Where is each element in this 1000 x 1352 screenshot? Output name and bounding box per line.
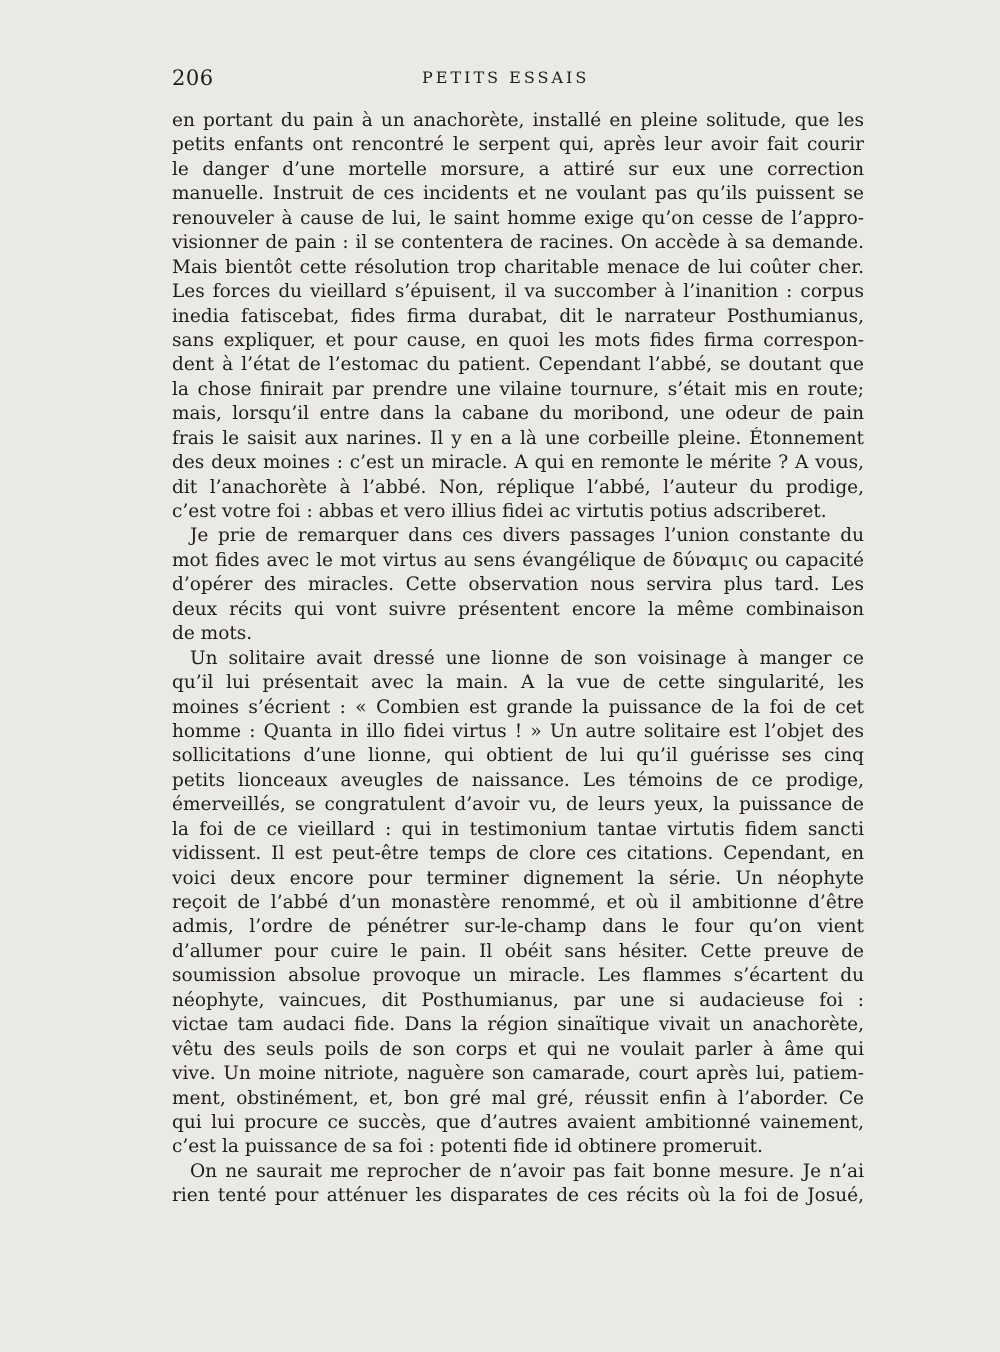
text-line: mais, lorsqu’il entre dans la cabane du moribond, une odeur de pain xyxy=(172,403,864,425)
text-line: homme : Quanta in illo fidei virtus ! » Un autre solitaire est l’objet des xyxy=(172,720,864,742)
text-line: petits enfants ont rencontré le serpent qui, après leur avoir fait courir xyxy=(172,134,864,156)
text-line: émerveillés, se congratulent d’avoir vu, de leurs yeux, la puissance de xyxy=(172,794,864,816)
text-line: deux récits qui vont suivre présentent encore la même combinaison xyxy=(172,598,864,620)
text-line: Je prie de remarquer dans ces divers passages l’union constante du xyxy=(190,525,864,547)
text-line: sans expliquer, et pour cause, en quoi les mots fides firma correspon- xyxy=(172,329,864,351)
text-line: manuelle. Instruit de ces incidents et ne voulant pas qu’ils puissent se xyxy=(172,183,864,205)
text-line: la foi de ce vieillard : qui in testimonium tantae virtutis fidem sancti xyxy=(172,818,864,840)
text-line: qui lui procure ce succès, que d’autres avaient ambitionné vainement, xyxy=(172,1111,864,1133)
text-line: vidissent. Il est peut-être temps de clore ces citations. Cependant, en xyxy=(172,843,864,865)
text-line: le danger d’une mortelle morsure, a attiré sur eux une correction xyxy=(172,158,864,180)
text-line: de mots. xyxy=(172,623,253,645)
text-line: d’allumer pour cuire le pain. Il obéit sans hésiter. Cette preuve de xyxy=(172,940,864,962)
text-line: ment, obstinément, et, bon gré mal gré, réussit enfin à l’aborder. Ce xyxy=(172,1087,864,1109)
text-line: en portant du pain à un anachorète, installé en pleine solitude, que les xyxy=(172,110,864,131)
text-line: reçoit de l’abbé d’un monastère renommé, et où il ambitionne d’être xyxy=(172,892,864,913)
text-line: néophyte, vaincues, dit Posthumianus, par une si audacieuse foi : xyxy=(172,989,864,1011)
text-line: d’opérer des miracles. Cette observation nous servira plus tard. Les xyxy=(172,574,864,596)
text-line: soumission absolue provoque un miracle. Les flammes s’écartent du xyxy=(172,965,864,987)
running-head: PETITS ESSAIS xyxy=(422,68,590,87)
text-line: dit l’anachorète à l’abbé. Non, réplique l’abbé, l’auteur du prodige, xyxy=(172,476,864,498)
text-line: Les forces du vieillard s’épuisent, il va succomber à l’inanition : corpus xyxy=(172,281,864,303)
text-line: rien tenté pour atténuer les disparates de ces récits où la foi de Josué, xyxy=(172,1185,864,1207)
text-line: moines s’écrient : « Combien est grande la puissance de la foi de cet xyxy=(172,696,864,718)
text-line: admis, l’ordre de pénétrer sur-le-champ dans le four qu’on vient xyxy=(172,916,864,938)
text-line: voici deux encore pour terminer dignement la série. Un néophyte xyxy=(172,867,864,889)
text-line: vêtu des seuls poils de son corps et qui ne voulait parler à âme qui xyxy=(172,1038,864,1060)
text-line: petits lionceaux aveugles de naissance. Les témoins de ce prodige, xyxy=(172,769,864,791)
text-line: la chose finirait par prendre une vilaine tournure, s’était mis en route; xyxy=(172,378,864,400)
text-line: visionner de pain : il se contentera de racines. On accède à sa demande. xyxy=(172,232,864,254)
text-line: victae tam audaci fide. Dans la région sinaïtique vivait un anachorète, xyxy=(172,1014,864,1036)
body-text xyxy=(172,109,864,1209)
text-line: Un solitaire avait dressé une lionne de son voisinage à manger ce xyxy=(190,647,864,669)
text-line: On ne saurait me reprocher de n’avoir pas fait bonne mesure. Je n’ai xyxy=(190,1160,864,1182)
text-line: dent à l’état de l’estomac du patient. Cependant l’abbé, se doutant que xyxy=(172,354,864,376)
page-number: 206 xyxy=(172,66,214,90)
page-header xyxy=(172,66,864,96)
text-line: c’est la puissance de sa foi : potenti fide id obtinere promeruit. xyxy=(172,1136,763,1158)
text-line: inedia fatiscebat, fides firma durabat, dit le narrateur Posthumianus, xyxy=(172,305,864,327)
text-line: mot fides avec le mot virtus au sens évangélique de δύναμις ou capacité xyxy=(172,549,864,571)
text-line: renouveler à cause de lui, le saint homme exige qu’on cesse de l’appro- xyxy=(172,207,864,229)
text-line: Mais bientôt cette résolution trop charitable menace de lui coûter cher. xyxy=(172,256,864,278)
text-line: frais le saisit aux narines. Il y en a là une corbeille pleine. Étonnement xyxy=(172,427,864,449)
text-line: des deux moines : c’est un miracle. A qui en remonte le mérite ? A vous, xyxy=(172,452,864,474)
text-line: c’est votre foi : abbas et vero illius fidei ac virtutis potius adscriberet. xyxy=(172,501,827,522)
text-line: qu’il lui présentait avec la main. A la vue de cette singularité, les xyxy=(172,672,864,694)
text-line: vive. Un moine nitriote, naguère son camarade, court après lui, patiem- xyxy=(172,1063,864,1085)
text-line: sollicitations d’une lionne, qui obtient de lui qu’il guérisse ses cinq xyxy=(172,745,864,767)
